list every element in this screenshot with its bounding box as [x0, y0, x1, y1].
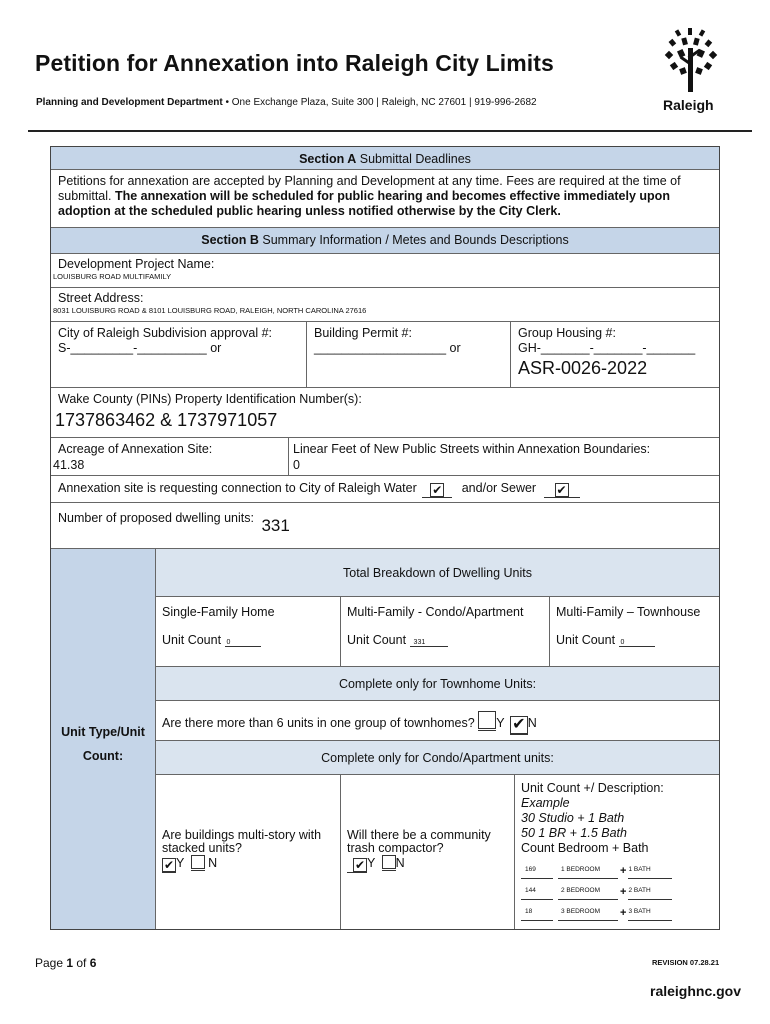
- unit-type-label-line-2: Count:: [82, 749, 124, 763]
- acreage-field[interactable]: [51, 438, 289, 475]
- sewer-checkbox[interactable]: [544, 481, 580, 498]
- acreage-row: [51, 438, 719, 476]
- subdivision-field[interactable]: [51, 322, 307, 387]
- revision-date: REVISION 07.28.21: [652, 958, 720, 967]
- section-b-title: Summary Information / Metes and Bounds Descriptions: [258, 233, 569, 247]
- townhome-question-row: [156, 701, 719, 741]
- unit-description-cell: [515, 775, 719, 929]
- street-address-label: Street Address:: [58, 291, 144, 305]
- townhome-no-label: N: [527, 716, 537, 730]
- condo-questions-row: [156, 775, 719, 929]
- unit-type-main: [156, 549, 719, 929]
- unit-type-label: [51, 549, 156, 929]
- townhome-yes-label: Y: [496, 716, 505, 730]
- street-address-field[interactable]: [51, 288, 719, 322]
- townhome-no-checkbox[interactable]: [510, 716, 528, 735]
- sewer-label: and/or Sewer: [461, 481, 537, 495]
- linear-feet-label: Linear Feet of New Public Streets within Annexation Boundaries:: [293, 442, 651, 456]
- multistory-no-label: N: [208, 856, 218, 870]
- section-a-body: [51, 170, 719, 228]
- example-label: Example: [521, 796, 570, 810]
- breakdown-count[interactable]: 18: [521, 904, 553, 921]
- dwelling-units-label: Number of proposed dwelling units:: [58, 511, 254, 525]
- breakdown-count[interactable]: 144: [521, 883, 553, 900]
- subdivision-label: City of Raleigh Subdivision approval #:: [58, 326, 273, 340]
- breakdown-header: Total Breakdown of Dwelling Units: [156, 549, 719, 597]
- trash-no-box[interactable]: [382, 855, 396, 869]
- breakdown-bath[interactable]: 2 BATH: [628, 883, 672, 900]
- multistory-cell: [156, 775, 341, 929]
- plus-sign: +: [620, 865, 627, 877]
- townhouse-cell: [550, 597, 719, 666]
- condo-header: Complete only for Condo/Apartment units:: [156, 741, 719, 775]
- group-housing-field[interactable]: [511, 322, 719, 387]
- approval-numbers-row: [51, 322, 719, 388]
- single-family-cell: [156, 597, 341, 666]
- footer-url[interactable]: raleighnc.gov: [650, 983, 742, 999]
- multistory-no-box[interactable]: [191, 855, 205, 869]
- trash-compactor-cell: [341, 775, 515, 929]
- department-name: Planning and Development Department: [36, 97, 223, 108]
- linear-feet-value[interactable]: 0: [293, 458, 300, 472]
- acreage-label: Acreage of Annexation Site:: [58, 442, 213, 456]
- sf-unit-count[interactable]: 0: [225, 639, 261, 647]
- multistory-question: Are buildings multi-story with stacked units?: [162, 828, 322, 855]
- section-a-text: Petitions for annexation are accepted by Planning and Development at any time. Fees are required at the time of submittal.: [58, 174, 681, 203]
- department-line: [36, 97, 537, 108]
- plus-sign: +: [620, 886, 627, 898]
- page-title: Petition for Annexation into Raleigh City Limits: [35, 50, 554, 76]
- sf-unit-count-label: Unit Count: [162, 633, 222, 647]
- section-b-header: [51, 228, 719, 254]
- count-header: Count Bedroom + Bath: [521, 841, 649, 855]
- breakdown-bedroom[interactable]: 3 BEDROOM: [558, 904, 618, 921]
- project-name-field[interactable]: [51, 254, 719, 288]
- project-name-label: Development Project Name:: [58, 257, 215, 271]
- multistory-yes-check-icon[interactable]: ✔: [163, 858, 175, 872]
- condo-label: Multi-Family - Condo/Apartment: [347, 605, 524, 619]
- acreage-value[interactable]: 41.38: [53, 458, 85, 472]
- breakdown-row[interactable]: [521, 862, 713, 879]
- dwelling-units-field[interactable]: [51, 503, 719, 549]
- trash-compactor-question: Will there be a community trash compactor?: [347, 828, 491, 855]
- breakdown-count[interactable]: 169: [521, 862, 553, 879]
- sewer-check-icon[interactable]: ✔: [556, 483, 567, 497]
- department-address: • One Exchange Plaza, Suite 300 | Raleigh, NC 27601 | 919-996-2682: [222, 97, 537, 108]
- asr-number[interactable]: ASR-0026-2022: [518, 358, 648, 378]
- townhome-yes-checkbox[interactable]: [478, 711, 496, 731]
- plus-sign: +: [620, 907, 627, 919]
- breakdown-bedroom[interactable]: 1 BEDROOM: [558, 862, 618, 879]
- page-number: [35, 956, 96, 970]
- street-address-value[interactable]: 8031 LOUISBURG ROAD & 8101 LOUISBURG ROAD, RALEIGH, NORTH CAROLINA 27616: [53, 306, 367, 315]
- building-permit-field[interactable]: [307, 322, 511, 387]
- trash-yes-check-icon[interactable]: ✔: [354, 858, 366, 872]
- th-unit-count-label: Unit Count: [556, 633, 616, 647]
- linear-feet-field[interactable]: [289, 438, 719, 475]
- building-permit-blank[interactable]: ___________________ or: [314, 341, 461, 355]
- subdivision-blank[interactable]: S-_________-__________ or: [58, 341, 222, 355]
- section-a-bold-text: The annexation will be scheduled for public hearing and becomes effective immediately upon adoption at the scheduled public hearing unless notified otherwise by the City Clerk.: [58, 189, 670, 218]
- trash-no-label: N: [395, 856, 405, 870]
- header-divider: [28, 130, 752, 132]
- multistory-no-checkbox[interactable]: [191, 855, 205, 871]
- condo-cell: [341, 597, 550, 666]
- th-unit-count[interactable]: 0: [619, 639, 655, 647]
- raleigh-logo-text: Raleigh: [663, 97, 714, 113]
- water-checkbox[interactable]: [422, 481, 452, 498]
- water-label: Annexation site is requesting connection to City of Raleigh Water: [58, 481, 417, 495]
- unit-type-label-line-1: Unit Type/Unit: [61, 725, 145, 739]
- building-permit-label: Building Permit #:: [314, 326, 412, 340]
- breakdown-row[interactable]: [521, 883, 713, 900]
- unit-count-row: [156, 597, 719, 667]
- pins-label: Wake County (PINs) Property Identification Number(s):: [58, 392, 362, 406]
- example-line-1: 30 Studio + 1 Bath: [521, 811, 625, 825]
- breakdown-bath[interactable]: 3 BATH: [628, 904, 672, 921]
- water-sewer-row: [51, 476, 719, 503]
- petition-form: [50, 146, 720, 930]
- trash-yes-checkbox[interactable]: [347, 857, 367, 873]
- example-line-2: 50 1 BR + 1.5 Bath: [521, 826, 627, 840]
- water-check-icon[interactable]: ✔: [432, 483, 443, 497]
- page-word: Page: [35, 956, 67, 970]
- multistory-yes-checkbox[interactable]: [162, 857, 176, 873]
- multistory-yes-label: Y: [176, 856, 185, 870]
- group-housing-label: Group Housing #:: [518, 326, 616, 340]
- bedroom-breakdown-list: [521, 862, 713, 921]
- pins-value[interactable]: 1737863462 & 1737971057: [55, 410, 278, 430]
- section-b-label: Section B: [201, 233, 259, 247]
- page-current: 1: [66, 956, 74, 970]
- trash-no-checkbox[interactable]: [382, 855, 396, 871]
- page-of: of: [73, 956, 90, 970]
- unit-type-section: [51, 549, 719, 929]
- breakdown-bath[interactable]: 1 BATH: [628, 862, 672, 879]
- page-total: 6: [89, 956, 97, 970]
- section-a-title: Submittal Deadlines: [356, 152, 471, 166]
- group-housing-blank[interactable]: GH-_______-_______-_______: [518, 341, 696, 355]
- single-family-label: Single-Family Home: [162, 605, 275, 619]
- mf-unit-count[interactable]: 331: [410, 639, 448, 647]
- section-a-label: Section A: [299, 152, 357, 166]
- townhome-header: Complete only for Townhome Units:: [156, 667, 719, 701]
- trash-yes-label: Y: [367, 856, 376, 870]
- project-name-value[interactable]: LOUISBURG ROAD MULTIFAMILY: [53, 272, 172, 281]
- breakdown-bedroom[interactable]: 2 BEDROOM: [558, 883, 618, 900]
- pins-field[interactable]: [51, 388, 719, 438]
- mf-unit-count-label: Unit Count: [347, 633, 407, 647]
- section-a-header: [51, 147, 719, 170]
- townhome-no-check-icon[interactable]: ✔: [510, 716, 528, 734]
- townhouse-label: Multi-Family – Townhouse: [556, 605, 701, 619]
- townhome-yes-box[interactable]: [478, 711, 496, 729]
- dwelling-units-value[interactable]: 331: [261, 516, 290, 535]
- unit-description-title: Unit Count +/ Description:: [521, 781, 664, 795]
- townhome-question: Are there more than 6 units in one group of townhomes?: [162, 716, 475, 730]
- breakdown-row[interactable]: [521, 904, 713, 921]
